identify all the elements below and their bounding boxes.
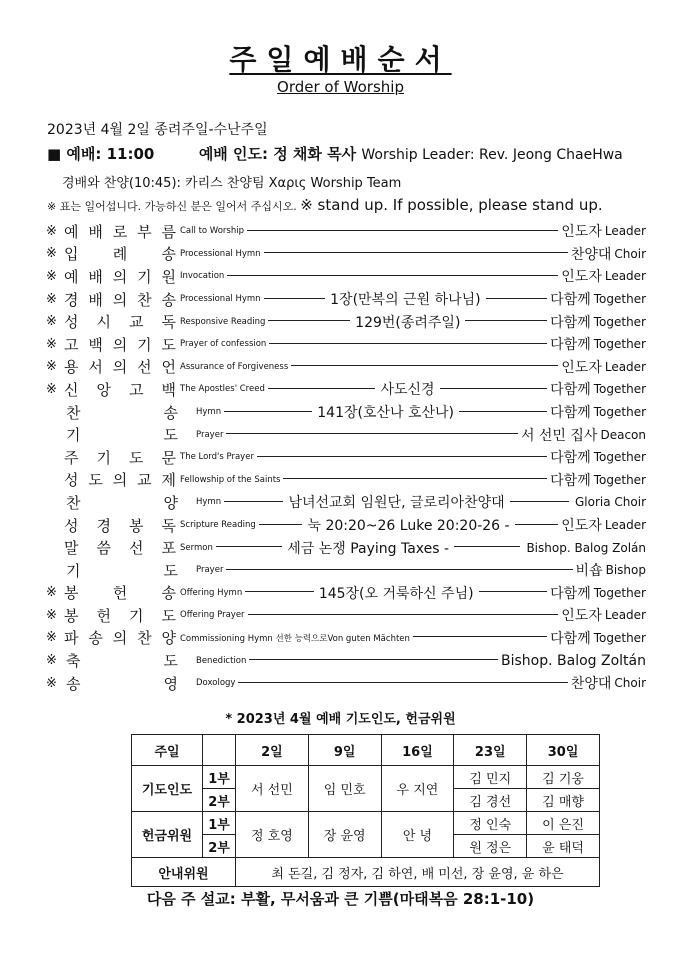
order-role-en: Together xyxy=(593,472,646,487)
leader-line xyxy=(268,388,376,389)
praise-team-line: 경배와 찬양(10:45): 카리스 찬양팀 Χαρις Worship Team xyxy=(62,176,402,191)
order-name-en: Fellowship of the Saints xyxy=(180,474,281,485)
table-cell: 김 경선 xyxy=(454,789,527,812)
table-cell: 서 선민 xyxy=(236,766,309,812)
header-date: 9일 xyxy=(308,735,381,766)
order-name-en: Invocation xyxy=(180,271,225,282)
part-label: 1부 xyxy=(203,766,236,789)
leader-line xyxy=(440,388,548,389)
leader-line xyxy=(515,524,559,525)
order-item xyxy=(46,220,646,243)
schedule-title: * 2023년 4월 예배 기도인도, 헌금위원 xyxy=(225,712,456,727)
order-name: 파 송 의 찬 양 xyxy=(64,629,176,648)
leader-line xyxy=(248,614,559,615)
order-role: 인도자 xyxy=(561,224,602,241)
order-role: 비숍 xyxy=(575,563,603,580)
order-role: 다함께 xyxy=(550,405,591,422)
page-title: 주일예배순서 xyxy=(229,43,452,76)
worship-leader-en: Worship Leader: Rev. Jeong ChaeHwa xyxy=(361,147,623,163)
leader-line xyxy=(259,524,303,525)
order-name-en: Call to Worship xyxy=(180,226,244,237)
order-name: 찬 양 xyxy=(66,493,178,512)
order-name: 송 영 xyxy=(66,674,178,693)
order-name-en: Prayer xyxy=(196,565,224,576)
leader-line xyxy=(224,411,312,412)
order-content: 129번(종려주일) xyxy=(355,314,461,331)
part-label: 2부 xyxy=(203,789,236,812)
order-name-en: Responsive Reading xyxy=(180,316,266,327)
order-content: 사도신경 xyxy=(380,382,435,399)
order-role-en: Together xyxy=(593,630,646,645)
stand-mark: ※ xyxy=(46,291,57,307)
order-content: 141장(호산나 호산나) xyxy=(317,405,455,422)
stand-mark: ※ xyxy=(46,359,57,375)
table-cell: 정 인숙 xyxy=(454,812,527,835)
order-of-worship-list xyxy=(46,220,646,694)
order-role-en: Deacon xyxy=(600,427,646,442)
order-item xyxy=(46,446,646,469)
stand-mark: ※ xyxy=(46,223,57,239)
order-role: 인도자 xyxy=(561,518,602,535)
order-name-en: Prayer of confession xyxy=(180,339,267,350)
usher-names: 최 돈길, 김 정자, 김 하연, 배 미선, 장 윤영, 윤 하은 xyxy=(236,858,600,887)
worship-info xyxy=(47,143,623,164)
order-role: 찬양대 xyxy=(570,676,612,693)
order-name: 고 백 의 기 도 xyxy=(64,335,176,354)
order-name: 성 경 봉 독 xyxy=(64,516,176,535)
date-line: 2023년 4월 2일 종려주일-수난주일 xyxy=(47,122,268,138)
order-item xyxy=(46,536,646,559)
order-content: 1장(만복의 근원 하나님) xyxy=(330,292,481,309)
page-subtitle: Order of Worship xyxy=(277,78,404,96)
order-name-en: Offering Hymn xyxy=(180,587,243,598)
order-item xyxy=(46,559,646,582)
table-cell: 우 지연 xyxy=(381,766,454,812)
order-item xyxy=(46,672,646,695)
order-role-en: Together xyxy=(593,292,647,307)
order-role: 다함께 xyxy=(550,450,591,467)
order-name-en: Assurance of Forgiveness xyxy=(180,361,289,372)
order-item xyxy=(46,243,646,266)
order-name: 신 앙 고 백 xyxy=(64,380,176,399)
order-role: 다함께 xyxy=(550,630,591,647)
leader-line xyxy=(454,546,520,547)
leader-line xyxy=(459,411,547,412)
leader-line xyxy=(269,343,547,344)
table-row xyxy=(132,766,600,789)
header-part xyxy=(203,735,236,766)
order-role: 다함께 xyxy=(550,337,591,354)
order-name-en: Scripture Reading xyxy=(180,520,256,531)
stand-note-en: ※ stand up. If possible, please stand up. xyxy=(300,196,603,214)
order-item xyxy=(46,265,646,288)
order-name: 봉 헌 기 도 xyxy=(64,606,176,625)
order-role-en: Choir xyxy=(614,246,646,261)
order-item xyxy=(46,627,646,650)
order-role-en: Together xyxy=(593,450,646,465)
order-role-en: Leader xyxy=(604,608,646,623)
table-cell: 김 기웅 xyxy=(527,766,600,789)
order-name: 용 서 의 선 언 xyxy=(64,358,176,377)
stand-mark: ※ xyxy=(46,336,57,352)
order-name-en: Benediction xyxy=(196,655,247,666)
stand-mark: ※ xyxy=(46,314,57,330)
stand-mark: ※ xyxy=(46,585,57,601)
table-cell: 원 정은 xyxy=(454,835,527,858)
order-item xyxy=(46,378,646,401)
stand-mark: ※ xyxy=(46,607,57,623)
leader-line xyxy=(257,456,547,457)
order-role: 인도자 xyxy=(561,608,602,625)
leader-line xyxy=(227,275,558,276)
order-content: 눅 20:20~26 Luke 20:20-26 - xyxy=(307,518,510,535)
order-item xyxy=(46,310,646,333)
order-name: 성 도 의 교 제 xyxy=(64,471,176,490)
order-role: 다함께 xyxy=(550,472,591,489)
order-name: 입 례 송 xyxy=(64,245,176,264)
leader-line xyxy=(283,478,547,479)
leader-line xyxy=(291,365,558,366)
stand-mark: ※ xyxy=(46,653,57,669)
table-row xyxy=(132,858,600,887)
order-item xyxy=(46,333,646,356)
order-role-en: Together xyxy=(593,405,647,420)
table-row xyxy=(132,812,600,835)
worship-leader: 예배 인도: 정 채화 목사 xyxy=(198,145,357,163)
order-name-en: Sermon xyxy=(180,542,213,553)
stand-mark: ※ xyxy=(46,381,57,397)
leader-line xyxy=(238,682,567,683)
leader-line xyxy=(479,591,548,592)
order-name-en: The Apostles' Creed xyxy=(180,384,265,395)
order-role: 서 선민 집사 xyxy=(520,427,598,444)
order-role-en: Leader xyxy=(604,518,647,533)
order-role: 다함께 xyxy=(550,314,591,331)
order-name: 기 도 xyxy=(66,561,178,580)
next-sermon: 다음 주 설교: 부활, 무서움과 큰 기쁨(마태복음 28:1-10) xyxy=(146,890,535,908)
stand-note xyxy=(47,196,603,214)
order-name: 주 기 도 문 xyxy=(64,448,176,467)
order-item xyxy=(46,604,646,627)
table-cell: 정 호영 xyxy=(236,812,309,858)
stand-mark: ※ xyxy=(46,246,57,262)
leader-line xyxy=(226,433,518,434)
order-role: 찬양대 xyxy=(570,246,612,263)
stand-mark: ※ xyxy=(46,675,57,691)
table-cell: 임 민호 xyxy=(308,766,381,812)
order-name: 경 배 의 찬 송 xyxy=(64,290,176,309)
table-cell: 이 은진 xyxy=(527,812,600,835)
order-item xyxy=(46,423,646,446)
order-role: 다함께 xyxy=(550,292,591,309)
schedule-header-row xyxy=(132,735,600,766)
table-cell: 장 윤영 xyxy=(308,812,381,858)
offering-label: 헌금위원 xyxy=(132,812,203,858)
order-role-en: Together xyxy=(593,337,646,352)
header-date: 2일 xyxy=(236,735,309,766)
header-date: 16일 xyxy=(381,735,454,766)
order-name: 성 시 교 독 xyxy=(64,313,176,332)
order-name: 기 도 xyxy=(66,426,178,445)
order-content: 남녀선교회 임원단, 글로리아찬양대 xyxy=(288,495,505,512)
leader-line xyxy=(465,320,547,321)
leader-line xyxy=(249,659,498,660)
order-name-en: Processional Hymn xyxy=(180,294,261,305)
order-name-en: Prayer xyxy=(196,429,224,440)
order-item xyxy=(46,356,646,379)
order-role-en: Leader xyxy=(604,359,646,374)
usher-label: 안내위원 xyxy=(132,858,236,887)
order-name: 예 배 로 부 름 xyxy=(64,222,176,241)
order-name-en: Commissioning Hymn 선한 능력으로Von guten Mächten xyxy=(180,633,410,644)
worship-time: ■ 예배: 11:00 xyxy=(47,145,155,163)
order-item xyxy=(46,469,646,492)
order-name: 찬 송 xyxy=(66,403,178,422)
order-content: 145장(오 거룩하신 주님) xyxy=(318,585,474,602)
order-role-en: Choir xyxy=(614,676,646,691)
order-role-en: Leader xyxy=(604,224,646,239)
order-item xyxy=(46,491,646,514)
schedule-table xyxy=(131,734,600,887)
header-date: 23일 xyxy=(454,735,527,766)
order-item xyxy=(46,582,646,605)
header-date: 30일 xyxy=(527,735,600,766)
order-role: 다함께 xyxy=(550,382,591,399)
order-item xyxy=(46,649,646,672)
prayer-label: 기도인도 xyxy=(132,766,203,812)
order-name: 축 도 xyxy=(66,652,178,671)
order-role: Bishop. Balog Zoltán xyxy=(501,652,646,669)
header-sunday: 주일 xyxy=(132,735,203,766)
leader-line xyxy=(413,636,547,637)
order-content: 세금 논쟁 Paying Taxes - xyxy=(287,540,450,557)
order-name-en: Hymn xyxy=(196,497,222,508)
leader-line xyxy=(224,501,283,502)
leader-line xyxy=(486,298,548,299)
table-cell: 김 민지 xyxy=(454,766,527,789)
part-label: 1부 xyxy=(203,812,236,835)
order-name-en: Offering Prayer xyxy=(180,610,245,621)
order-role: 인도자 xyxy=(561,359,602,376)
part-label: 2부 xyxy=(203,835,236,858)
leader-line xyxy=(226,569,572,570)
order-role: 인도자 xyxy=(561,269,602,286)
stand-mark: ※ xyxy=(46,268,57,284)
order-name-en: The Lord's Prayer xyxy=(180,452,254,463)
order-name-en: Processional Hymn xyxy=(180,248,261,259)
order-role-en: Together xyxy=(593,382,647,397)
stand-note-ko: ※ 표는 일어섭니다. 가능하신 분은 일어서 주십시오. xyxy=(47,200,297,213)
order-item xyxy=(46,401,646,424)
order-role: 다함께 xyxy=(550,585,591,602)
stand-mark: ※ xyxy=(46,630,57,646)
leader-line xyxy=(510,501,569,502)
order-item xyxy=(46,288,646,311)
leader-line xyxy=(268,320,350,321)
order-item xyxy=(46,514,646,537)
order-role-en: Leader xyxy=(604,269,646,284)
order-role-en: Gloria Choir xyxy=(575,495,647,510)
order-role-en: Together xyxy=(593,585,646,600)
order-name: 예 배 의 기 원 xyxy=(64,267,176,286)
table-cell: 김 매향 xyxy=(527,789,600,812)
leader-line xyxy=(247,230,558,231)
leader-line xyxy=(264,298,326,299)
order-name-en: Doxology xyxy=(196,678,236,689)
leader-line xyxy=(216,546,282,547)
order-name-en: Hymn xyxy=(196,407,222,418)
order-name: 말 씀 선 포 xyxy=(64,539,176,558)
table-cell: 윤 태덕 xyxy=(527,835,600,858)
table-cell: 안 녕 xyxy=(381,812,454,858)
order-role-en: Bishop xyxy=(605,563,646,578)
order-role-en: Together xyxy=(593,314,646,329)
leader-line xyxy=(264,252,568,253)
leader-line xyxy=(245,591,314,592)
order-role-en: Bishop. Balog Zolán xyxy=(526,540,647,555)
order-name: 봉 헌 송 xyxy=(64,584,176,603)
